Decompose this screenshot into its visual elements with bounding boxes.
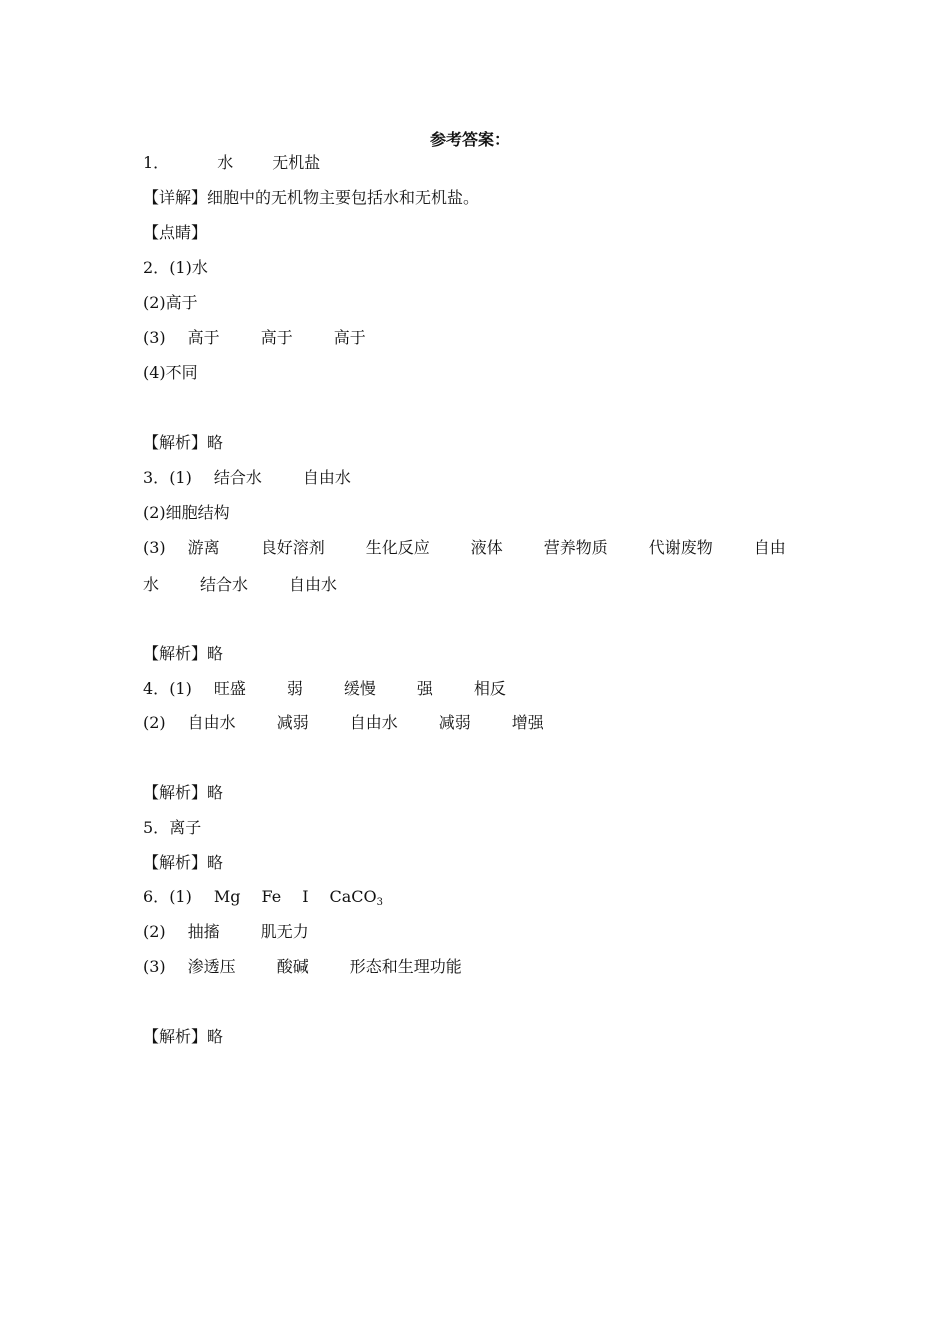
q4-p2-item: 减弱	[276, 713, 309, 732]
q3-part-3	[143, 537, 786, 559]
q2-p1: (1)水	[169, 258, 208, 277]
q6-p2-num: (2)	[143, 922, 166, 941]
q2-part-2: (2)高于	[143, 293, 198, 312]
q6-p1-c: I	[302, 887, 309, 906]
q3-p3-item: 代谢废物	[648, 538, 713, 557]
q6-p3-c: 形态和生理功能	[349, 957, 462, 976]
q3-p3-cont: 结合水	[200, 575, 249, 594]
q6-p3-a: 渗透压	[187, 957, 236, 976]
q2-part-3	[143, 327, 366, 349]
q3-p1-num: (1)	[169, 468, 192, 487]
q4-p2-item: 自由水	[349, 713, 398, 732]
q3-part-1	[143, 467, 351, 489]
q4-p1-num: (1)	[169, 679, 192, 698]
q6-p1-d-subscript: 3	[376, 897, 384, 908]
q6-part-2	[143, 921, 309, 943]
q4-p2-item: 增强	[511, 713, 544, 732]
q2-part-1	[143, 257, 208, 279]
q1-detail	[143, 187, 479, 209]
q1-answer-line	[143, 152, 320, 174]
q2-p3-c: 高于	[333, 328, 366, 347]
q3-part-2: (2)细胞结构	[143, 503, 230, 522]
q4-p1-item: 相反	[473, 679, 506, 698]
q3-p1-a: 结合水	[213, 468, 262, 487]
q3-number: 3．	[143, 468, 170, 487]
q2-p3-b: 高于	[260, 328, 293, 347]
q6-p1-d-main: CaCO	[329, 887, 377, 906]
q5-answer: 离子	[169, 818, 202, 837]
q6-p2-b: 肌无力	[260, 922, 309, 941]
q5-analysis: 【解析】略	[143, 853, 224, 872]
q3-p3-item: 良好溶剂	[260, 538, 325, 557]
q4-part-2	[143, 712, 544, 734]
q1-answer-2: 无机盐	[272, 153, 321, 172]
q2-analysis: 【解析】略	[143, 433, 224, 452]
q4-p1-item: 弱	[286, 679, 303, 698]
q6-p1-a: Mg	[213, 887, 241, 906]
q4-p1-item: 缓慢	[343, 679, 376, 698]
q4-part-1	[143, 678, 506, 700]
q3-p3-item: 营养物质	[543, 538, 608, 557]
q4-number: 4．	[143, 679, 170, 698]
q6-part-3	[143, 956, 462, 978]
q2-p3-a: 高于	[187, 328, 220, 347]
q2-number: 2．	[143, 258, 170, 277]
q2-part-4: (4)不同	[143, 363, 198, 382]
q6-number: 6．	[143, 887, 170, 906]
q1-number: 1．	[143, 153, 170, 172]
q4-analysis: 【解析】略	[143, 783, 224, 802]
q6-p1-b: Fe	[261, 887, 282, 906]
q4-p2-item: 减弱	[438, 713, 471, 732]
q3-p3-num: (3)	[143, 538, 166, 557]
q1-pointer: 【点睛】	[143, 223, 208, 242]
q4-p1-item: 强	[416, 679, 433, 698]
q3-p3-item: 生化反应	[365, 538, 430, 557]
q3-p3-item: 自由	[753, 538, 786, 557]
q4-p2-num: (2)	[143, 713, 166, 732]
q6-p1-num: (1)	[169, 887, 192, 906]
page-title: 参考答案：	[429, 130, 510, 149]
q3-p3-cont: 自由水	[289, 575, 338, 594]
q4-p1-item: 旺盛	[213, 679, 246, 698]
q4-p2-item: 自由水	[187, 713, 236, 732]
q3-p3-item: 液体	[470, 538, 503, 557]
q3-p3-item: 游离	[187, 538, 220, 557]
detail-text: 细胞中的无机物主要包括水和无机盐。	[207, 188, 480, 207]
q5-answer-line	[143, 817, 201, 839]
q3-analysis: 【解析】略	[143, 644, 224, 663]
q2-p3-num: (3)	[143, 328, 166, 347]
detail-label: 【详解】	[143, 188, 208, 207]
q3-p3-cont: 水	[143, 575, 160, 594]
q6-p1-d	[330, 886, 384, 914]
q6-p3-b: 酸碱	[276, 957, 309, 976]
q6-part-1	[143, 886, 383, 914]
q3-p1-b: 自由水	[302, 468, 351, 487]
q6-p3-num: (3)	[143, 957, 166, 976]
q6-p2-a: 抽搐	[187, 922, 220, 941]
q3-part-3-continued	[143, 574, 337, 596]
q6-analysis: 【解析】略	[143, 1027, 224, 1046]
q1-answer-1: 水	[217, 153, 234, 172]
q5-number: 5．	[143, 818, 170, 837]
